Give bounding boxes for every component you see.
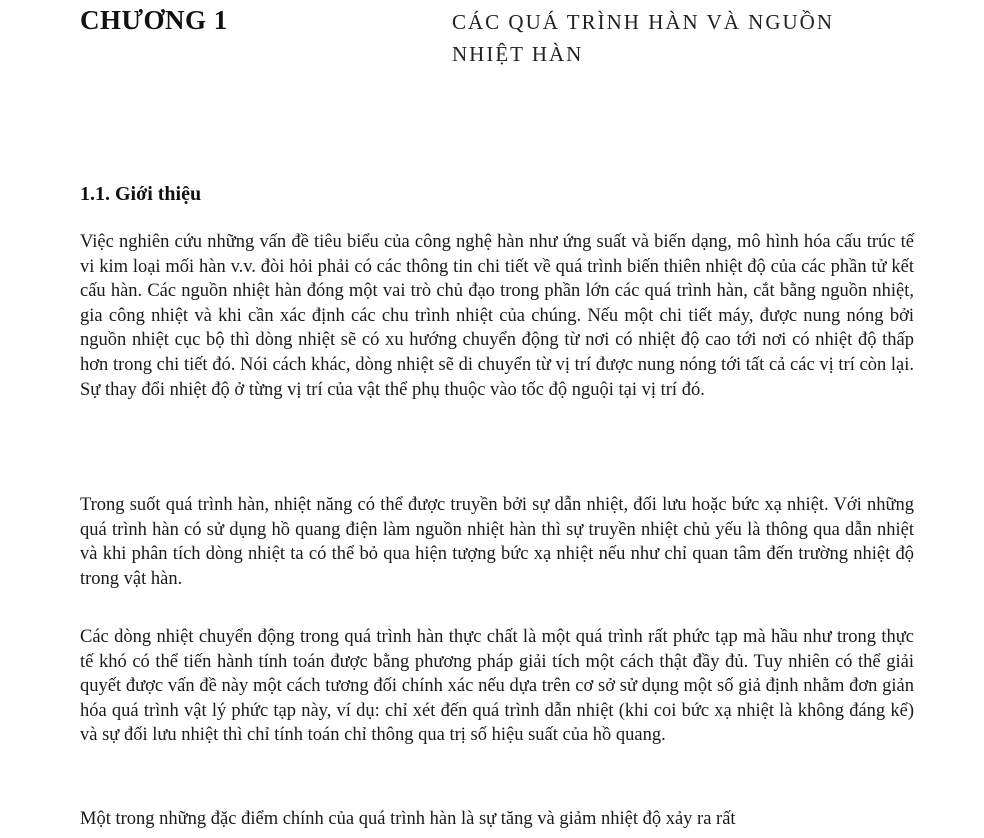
- body-paragraph-4: Một trong những đặc điểm chính của quá trình hàn là sự tăng và giảm nhiệt độ xảy ra rất: [80, 809, 736, 829]
- chapter-title-line-1: CÁC QUÁ TRÌNH HÀN VÀ NGUỒN: [452, 10, 834, 34]
- body-paragraph-3: Các dòng nhiệt chuyển động trong quá trình hàn thực chất là một quá trình rất phức tạp mà hầu như trong thực tế khó có thể tiến hành tính toán được bằng phương pháp giải tích một cách thật đầy đủ. Tuy nhiên có thể giải quyết được vấn đề này một cách tương đối chính xác nếu dựa trên cơ sở sử dụng một số giả định nhằm đơn giản hóa quá trình vật lý phức tạp này, ví dụ: chỉ xét đến quá trình dẫn nhiệt (khi coi bức xạ nhiệt là không đáng kể) và sự đối lưu nhiệt thì chỉ tính toán chỉ thông qua trị số hiệu suất của hồ quang.: [80, 627, 914, 746]
- chapter-title-line-2: NHIỆT HÀN: [452, 42, 584, 66]
- chapter-title: [452, 6, 922, 70]
- section-heading: 1.1. Giới thiệu: [80, 183, 202, 205]
- chapter-label: CHƯƠNG 1: [80, 5, 228, 35]
- body-paragraph-1: Việc nghiên cứu những vấn đề tiêu biểu của công nghệ hàn như ứng suất và biến dạng, mô hình hóa cấu trúc tế vi kim loại mối hàn v.v. đòi hỏi phải có các thông tin chi tiết về quá trình biến thiên nhiệt độ của các phần tử kết cấu hàn. Các nguồn nhiệt hàn đóng một vai trò chủ đạo trong phần lớn các quá trình hàn, cắt bằng nguồn nhiệt, gia công nhiệt và khi cần xác định các chu trình nhiệt của chúng. Nếu một chi tiết máy, được nung nóng bởi nguồn nhiệt cục bộ thì dòng nhiệt sẽ có xu hướng chuyển động từ nơi có nhiệt độ cao tới nơi có nhiệt độ thấp hơn trong chi tiết đó. Nói cách khác, dòng nhiệt sẽ di chuyển từ vị trí được nung nóng tới tất cả các vị trí còn lại. Sự thay đổi nhiệt độ ở từng vị trí của vật thể phụ thuộc vào tốc độ nguội tại vị trí đó.: [80, 232, 914, 400]
- body-paragraph-2: Trong suốt quá trình hàn, nhiệt năng có thể được truyền bởi sự dẫn nhiệt, đối lưu hoặc bức xạ nhiệt. Với những quá trình hàn có sử dụng hồ quang điện làm nguồn nhiệt hàn thì sự truyền nhiệt chủ yếu là thông qua dẫn nhiệt và khi phân tích dòng nhiệt ta có thể bỏ qua hiện tượng bức xạ nhiệt nếu như chỉ quan tâm đến trường nhiệt độ trong vật hàn.: [80, 495, 914, 589]
